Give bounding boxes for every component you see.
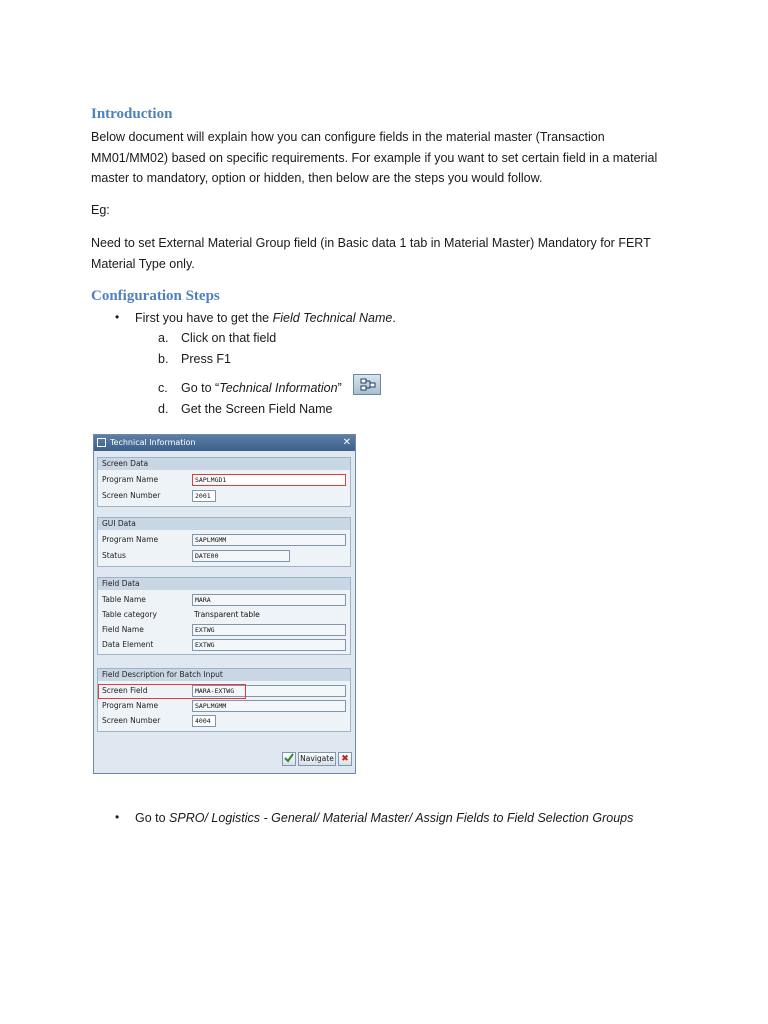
step-c-suffix: ” <box>337 381 342 395</box>
screen-field-highlight <box>98 684 246 699</box>
gui-program-name-row <box>98 534 350 548</box>
dialog-footer <box>94 743 355 773</box>
navigate-button[interactable]: Navigate <box>298 752 336 766</box>
step-letter: b. <box>158 352 169 366</box>
step-click-field: Click on that field <box>181 331 277 345</box>
screen-field-field[interactable]: MARA-EXTWG <box>192 685 346 697</box>
step-technical-information <box>181 381 342 395</box>
data-element-field[interactable]: EXTWG <box>192 639 346 651</box>
batch-program-name-field[interactable]: SAPLMGMM <box>192 700 346 712</box>
bullet-2-prefix: Go to <box>135 811 170 825</box>
field-data-group <box>97 577 351 655</box>
intro-line-3: master to mandatory, option or hidden, then below are the steps you would follow. <box>91 171 543 185</box>
field-label: Screen Field <box>102 686 148 695</box>
screen-data-group <box>97 457 351 507</box>
field-label: Table Name <box>102 595 146 604</box>
table-name-field[interactable]: MARA <box>192 594 346 606</box>
bullet-1-prefix: First you have to get the <box>135 311 273 325</box>
technical-information-icon <box>353 374 381 395</box>
bullet-1-suffix: . <box>392 311 396 325</box>
technical-information-dialog <box>93 434 356 774</box>
data-element-row <box>98 639 350 653</box>
group-title: Field Description for Batch Input <box>98 669 350 681</box>
field-label: Data Element <box>102 640 154 649</box>
screen-number-field[interactable]: 2001 <box>192 490 216 502</box>
program-name-row <box>98 474 350 488</box>
batch-screen-number-row <box>98 715 350 729</box>
bullet-icon: • <box>115 310 120 324</box>
introduction-heading: Introduction <box>91 106 173 122</box>
window-icon <box>97 438 106 447</box>
intro-paragraph <box>91 127 691 189</box>
program-name-field[interactable]: SAPLMGD1 <box>192 474 346 486</box>
dialog-titlebar <box>94 435 355 451</box>
batch-program-name-row <box>98 700 350 714</box>
status-row <box>98 550 350 564</box>
group-title: Screen Data <box>98 458 350 470</box>
requirement-line-1: Need to set External Material Group field (in Basic data 1 tab in Material Master) Mandatory for FERT <box>91 236 651 250</box>
requirement-line-2: Material Type only. <box>91 256 195 271</box>
requirement-paragraph <box>91 233 691 274</box>
intro-line-2: MM01/MM02) based on specific requirements. For example if you want to set certain field in a material <box>91 150 658 165</box>
group-title: Field Data <box>98 578 350 590</box>
batch-screen-number-field[interactable]: 4004 <box>192 715 216 727</box>
field-label: Screen Number <box>102 716 161 725</box>
eg-label: Eg: <box>91 203 110 217</box>
intro-line-1: Below document will explain how you can configure fields in the material master (Transaction <box>91 130 605 144</box>
field-label: Program Name <box>102 475 159 484</box>
table-category-row <box>98 609 350 623</box>
step-letter: c. <box>158 381 168 395</box>
bullet-field-technical-name <box>135 311 396 325</box>
field-name-field[interactable]: EXTWG <box>192 624 346 636</box>
field-label: Status <box>102 551 126 560</box>
step-letter: d. <box>158 402 169 416</box>
table-category-value: Transparent table <box>194 610 260 619</box>
configuration-steps-heading: Configuration Steps <box>91 288 220 304</box>
field-label: Program Name <box>102 535 159 544</box>
bullet-2-emphasis: SPRO/ Logistics - General/ Material Master/ Assign Fields to Field Selection Groups <box>169 811 634 825</box>
dialog-title: Technical Information <box>110 438 196 447</box>
group-title: GUI Data <box>98 518 350 530</box>
bullet-spro-path <box>135 811 633 825</box>
step-c-prefix: Go to “ <box>181 381 220 395</box>
field-label: Table category <box>102 610 157 619</box>
cancel-icon[interactable]: ✖ <box>338 752 352 766</box>
step-letter: a. <box>158 331 169 345</box>
gui-program-name-field[interactable]: SAPLMGMM <box>192 534 346 546</box>
field-label: Field Name <box>102 625 144 634</box>
status-field[interactable]: DATE00 <box>192 550 290 562</box>
field-label: Screen Number <box>102 491 161 500</box>
field-label: Program Name <box>102 701 159 710</box>
checkmark-icon[interactable] <box>282 752 296 766</box>
gui-data-group <box>97 517 351 567</box>
field-name-row <box>98 624 350 638</box>
close-icon[interactable]: ✕ <box>342 437 351 448</box>
screen-number-row <box>98 490 350 504</box>
batch-input-group <box>97 668 351 732</box>
bullet-icon: • <box>115 810 120 824</box>
table-name-row <box>98 594 350 608</box>
step-press-f1: Press F1 <box>181 352 232 366</box>
bullet-1-emphasis: Field Technical Name <box>272 311 393 325</box>
step-c-emphasis: Technical Information <box>219 381 338 395</box>
step-get-screen-field: Get the Screen Field Name <box>181 402 333 416</box>
